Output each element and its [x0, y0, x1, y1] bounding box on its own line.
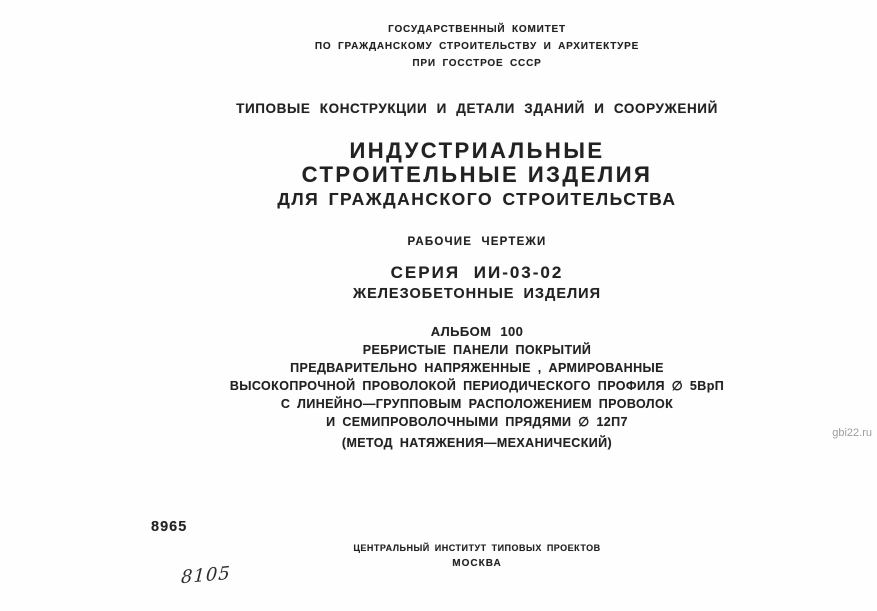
publisher-city: МОСКВА: [452, 558, 502, 569]
site-watermark: gbi22.ru: [832, 427, 872, 439]
main-title: [77, 139, 877, 212]
working-drawings-subtitle: РАБОЧИЕ ЧЕРТЕЖИ: [407, 236, 547, 248]
album-line-5: И СЕМИПРОВОЛОЧНЫМИ ПРЯДЯМИ ∅ 12П7: [326, 415, 628, 429]
series-block: [77, 262, 877, 305]
handwritten-mark: 8105: [180, 562, 232, 589]
main-title-line-2: СТРОИТЕЛЬНЫЕ ИЗДЕЛИЯ: [301, 162, 653, 187]
main-title-line-1: ИНДУСТРИАЛЬНЫЕ: [349, 138, 605, 163]
album-line-4: С ЛИНЕЙНО—ГРУППОВЫМ РАСПОЛОЖЕНИЕМ ПРОВОЛОК: [280, 397, 674, 411]
album-heading: АЛЬБОМ 100: [430, 324, 524, 339]
series-banner: ТИПОВЫЕ КОНСТРУКЦИИ И ДЕТАЛИ ЗДАНИЙ И СООРУЖЕНИЙ: [236, 101, 718, 116]
tension-method-line: (МЕТОД НАТЯЖЕНИЯ—МЕХАНИЧЕСКИЙ): [341, 436, 613, 450]
org-header-line-3: ПРИ ГОССТРОЕ СССР: [412, 58, 542, 69]
album-line-2: ПРЕДВАРИТЕЛЬНО НАПРЯЖЕННЫЕ , АРМИРОВАННЫЕ: [290, 361, 664, 375]
series-number: СЕРИЯ ИИ-03-02: [390, 263, 564, 282]
org-header: [77, 21, 877, 72]
album-line-3: ВЫСОКОПРОЧНОЙ ПРОВОЛОКОЙ ПЕРИОДИЧЕСКОГО ПРОФИЛЯ ∅ 5ВрП: [229, 379, 725, 393]
album-line-1: РЕБРИСТЫЕ ПАНЕЛИ ПОКРЫТИЙ: [362, 343, 592, 357]
publisher-institute: ЦЕНТРАЛЬНЫЙ ИНСТИТУТ ТИПОВЫХ ПРОЕКТОВ: [353, 543, 601, 553]
org-header-line-2: ПО ГРАЖДАНСКОМУ СТРОИТЕЛЬСТВУ И АРХИТЕКТУРЕ: [314, 41, 640, 52]
album-block: [77, 323, 877, 452]
series-material: ЖЕЛЕЗОБЕТОННЫЕ ИЗДЕЛИЯ: [352, 286, 602, 302]
main-title-line-3: ДЛЯ ГРАЖДАНСКОГО СТРОИТЕЛЬСТВА: [277, 189, 677, 209]
order-number: 8965: [151, 519, 188, 535]
org-header-line-1: ГОСУДАРСТВЕННЫЙ КОМИТЕТ: [388, 24, 566, 35]
